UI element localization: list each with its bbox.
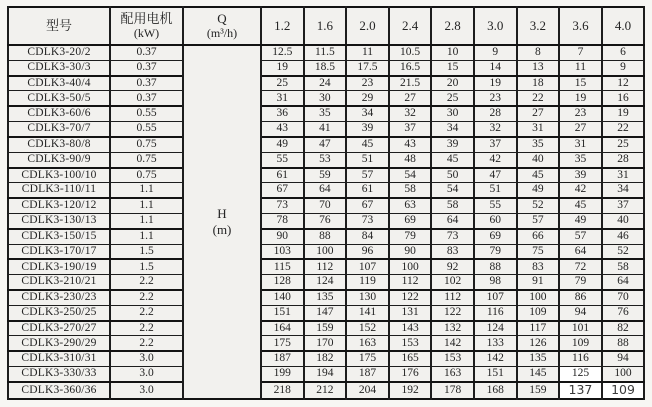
head-value-cell: 19 xyxy=(474,76,517,91)
table-row xyxy=(8,275,644,290)
head-value-cell: 122 xyxy=(431,305,474,320)
head-value-cell: 79 xyxy=(474,244,517,259)
head-value-cell: 192 xyxy=(389,382,432,399)
model-cell: CDLK3-20/2 xyxy=(8,45,110,60)
model-cell: CDLK3-150/15 xyxy=(8,229,110,244)
head-value-cell: 116 xyxy=(559,351,602,366)
head-value-cell: 112 xyxy=(304,259,347,274)
head-value-cell: 88 xyxy=(602,336,645,351)
table-row xyxy=(8,137,644,152)
head-value-cell: 96 xyxy=(346,244,389,259)
head-value-cell: 100 xyxy=(304,244,347,259)
head-value-cell: 47 xyxy=(474,168,517,183)
head-value-cell: 73 xyxy=(261,198,304,213)
model-cell: CDLK3-250/25 xyxy=(8,305,110,320)
table-header-row xyxy=(8,7,644,45)
table-row xyxy=(8,336,644,351)
head-value-cell: 35 xyxy=(559,152,602,167)
head-value-cell: 19 xyxy=(559,91,602,106)
head-value-cell: 119 xyxy=(346,275,389,290)
head-value-cell: 163 xyxy=(346,336,389,351)
head-value-cell: 49 xyxy=(559,213,602,228)
head-label-line1: H xyxy=(217,205,227,221)
table-row xyxy=(8,76,644,91)
head-value-cell: 147 xyxy=(304,305,347,320)
model-cell: CDLK3-290/29 xyxy=(8,336,110,351)
head-value-cell: 152 xyxy=(346,321,389,336)
head-value-cell: 39 xyxy=(431,137,474,152)
head-value-cell: 55 xyxy=(261,152,304,167)
head-value-cell: 67 xyxy=(346,198,389,213)
motor-power-cell: 1.1 xyxy=(110,229,183,244)
head-value-cell: 31 xyxy=(559,137,602,152)
head-value-cell: 59 xyxy=(304,168,347,183)
head-value-cell: 11 xyxy=(346,45,389,60)
head-value-cell: 107 xyxy=(474,290,517,305)
head-value-cell: 37 xyxy=(389,122,432,137)
head-value-cell: 78 xyxy=(261,213,304,228)
head-value-cell: 73 xyxy=(346,213,389,228)
head-value-cell: 30 xyxy=(304,91,347,106)
head-value-cell: 64 xyxy=(559,244,602,259)
head-value-cell: 10 xyxy=(431,45,474,60)
table-row xyxy=(8,244,644,259)
motor-power-cell: 0.37 xyxy=(110,91,183,106)
model-cell: CDLK3-310/31 xyxy=(8,351,110,366)
motor-power-cell: 0.55 xyxy=(110,122,183,137)
model-cell: CDLK3-30/3 xyxy=(8,60,110,75)
motor-power-cell: 0.75 xyxy=(110,168,183,183)
table-row xyxy=(8,122,644,137)
head-value-cell: 22 xyxy=(517,91,560,106)
head-value-cell: 100 xyxy=(517,290,560,305)
head-value-cell: 16.5 xyxy=(389,60,432,75)
head-value-cell: 51 xyxy=(346,152,389,167)
head-value-cell: 32 xyxy=(389,106,432,121)
head-value-cell: 142 xyxy=(474,351,517,366)
head-value-cell: 35 xyxy=(304,106,347,121)
model-cell: CDLK3-100/10 xyxy=(8,168,110,183)
head-value-cell: 52 xyxy=(602,244,645,259)
table-row xyxy=(8,305,644,320)
head-value-cell: 57 xyxy=(346,168,389,183)
head-value-cell: 37 xyxy=(474,137,517,152)
head-value-cell: 25 xyxy=(602,137,645,152)
head-value-cell: 21.5 xyxy=(389,76,432,91)
head-value-cell: 32 xyxy=(474,122,517,137)
head-value-cell: 12 xyxy=(602,76,645,91)
model-cell: CDLK3-70/7 xyxy=(8,122,110,137)
table-row xyxy=(8,91,644,106)
head-value-cell: 9 xyxy=(474,45,517,60)
head-value-cell: 90 xyxy=(389,244,432,259)
head-value-cell: 64 xyxy=(304,183,347,198)
head-label-line2: (m) xyxy=(212,222,232,237)
table-row xyxy=(8,367,644,382)
model-cell: CDLK3-60/6 xyxy=(8,106,110,121)
head-value-cell: 15 xyxy=(431,60,474,75)
motor-power-cell: 2.2 xyxy=(110,336,183,351)
head-value-cell: 61 xyxy=(346,183,389,198)
head-value-cell: 30 xyxy=(431,106,474,121)
motor-power-cell: 1.5 xyxy=(110,259,183,274)
head-value-cell: 28 xyxy=(474,106,517,121)
head-value-cell: 34 xyxy=(346,106,389,121)
head-value-cell: 165 xyxy=(389,351,432,366)
head-value-cell: 19 xyxy=(261,60,304,75)
head-value-cell: 25 xyxy=(431,91,474,106)
head-value-cell: 109 xyxy=(517,305,560,320)
head-value-cell: 164 xyxy=(261,321,304,336)
head-value-cell: 69 xyxy=(389,213,432,228)
model-cell: CDLK3-210/21 xyxy=(8,275,110,290)
header-flow-value-2.8: 2.8 xyxy=(431,7,474,45)
head-value-cell: 163 xyxy=(431,367,474,382)
head-value-cell: 23 xyxy=(346,76,389,91)
head-value-cell: 11 xyxy=(559,60,602,75)
head-value-cell: 107 xyxy=(346,259,389,274)
head-value-cell: 57 xyxy=(559,229,602,244)
head-value-cell: 42 xyxy=(559,183,602,198)
head-value-cell: 27 xyxy=(559,122,602,137)
head-value-cell: 130 xyxy=(346,290,389,305)
header-flow-value-4.0: 4.0 xyxy=(602,7,645,45)
head-value-cell: 126 xyxy=(517,336,560,351)
head-value-cell: 145 xyxy=(517,367,560,382)
table-row xyxy=(8,351,644,366)
head-value-cell: 218 xyxy=(261,382,304,399)
head-value-cell: 124 xyxy=(304,275,347,290)
head-value-cell: 34 xyxy=(431,122,474,137)
motor-power-cell: 0.55 xyxy=(110,106,183,121)
head-value-cell: 115 xyxy=(261,259,304,274)
head-value-cell: 83 xyxy=(431,244,474,259)
head-value-cell: 212 xyxy=(304,382,347,399)
motor-power-cell: 0.37 xyxy=(110,45,183,60)
head-value-cell: 90 xyxy=(261,229,304,244)
head-value-cell: 45 xyxy=(559,198,602,213)
head-value-cell: 31 xyxy=(261,91,304,106)
head-value-cell: 39 xyxy=(346,122,389,137)
motor-power-cell: 2.2 xyxy=(110,290,183,305)
motor-power-cell: 2.2 xyxy=(110,321,183,336)
model-cell: CDLK3-120/12 xyxy=(8,198,110,213)
head-value-cell: 57 xyxy=(517,213,560,228)
head-value-cell: 112 xyxy=(431,290,474,305)
motor-power-cell: 0.75 xyxy=(110,152,183,167)
head-value-cell: 70 xyxy=(602,290,645,305)
head-value-cell: 18 xyxy=(517,76,560,91)
table-row xyxy=(8,45,644,60)
head-value-cell: 153 xyxy=(389,336,432,351)
table-row xyxy=(8,152,644,167)
model-cell: CDLK3-40/4 xyxy=(8,76,110,91)
head-value-cell: 176 xyxy=(389,367,432,382)
head-value-cell: 175 xyxy=(346,351,389,366)
head-value-cell: 122 xyxy=(389,290,432,305)
head-value-cell: 94 xyxy=(559,305,602,320)
head-value-cell: 48 xyxy=(389,152,432,167)
motor-power-cell: 0.37 xyxy=(110,60,183,75)
head-value-cell: 79 xyxy=(559,275,602,290)
head-value-cell: 187 xyxy=(261,351,304,366)
head-value-cell: 8 xyxy=(517,45,560,60)
motor-power-cell: 3.0 xyxy=(110,351,183,366)
head-value-cell: 170 xyxy=(304,336,347,351)
head-value-cell: 178 xyxy=(431,382,474,399)
head-value-cell: 83 xyxy=(517,259,560,274)
head-value-cell: 112 xyxy=(389,275,432,290)
head-value-cell: 140 xyxy=(261,290,304,305)
head-value-cell: 133 xyxy=(474,336,517,351)
head-value-cell: 142 xyxy=(431,336,474,351)
head-value-cell: 187 xyxy=(346,367,389,382)
motor-power-cell: 3.0 xyxy=(110,382,183,399)
head-value-cell: 36 xyxy=(261,106,304,121)
head-value-cell: 60 xyxy=(474,213,517,228)
head-value-cell: 10.5 xyxy=(389,45,432,60)
head-value-cell: 51 xyxy=(474,183,517,198)
head-value-cell: 73 xyxy=(431,229,474,244)
motor-power-cell: 2.2 xyxy=(110,275,183,290)
head-value-cell: 94 xyxy=(602,351,645,366)
head-value-cell: 125 xyxy=(559,367,602,382)
head-value-cell: 58 xyxy=(431,198,474,213)
head-value-cell: 88 xyxy=(304,229,347,244)
head-value-cell: 13 xyxy=(517,60,560,75)
head-value-cell: 116 xyxy=(474,305,517,320)
head-value-cell: 47 xyxy=(304,137,347,152)
head-value-cell: 58 xyxy=(389,183,432,198)
head-value-cell: 12.5 xyxy=(261,45,304,60)
head-value-cell: 151 xyxy=(474,367,517,382)
head-value-cell: 199 xyxy=(261,367,304,382)
head-value-cell: 15 xyxy=(559,76,602,91)
head-value-cell: 132 xyxy=(431,321,474,336)
head-value-cell: 49 xyxy=(261,137,304,152)
model-cell: CDLK3-80/8 xyxy=(8,137,110,152)
model-cell: CDLK3-50/5 xyxy=(8,91,110,106)
head-value-cell: 35 xyxy=(517,137,560,152)
pump-performance-table xyxy=(7,6,645,400)
head-value-cell: 55 xyxy=(474,198,517,213)
head-value-cell: 101 xyxy=(559,321,602,336)
head-value-cell: 137 xyxy=(559,382,602,399)
head-value-cell: 24 xyxy=(304,76,347,91)
head-value-cell: 79 xyxy=(389,229,432,244)
head-value-cell: 69 xyxy=(474,229,517,244)
header-flow-value-3.0: 3.0 xyxy=(474,7,517,45)
header-motor-power-line2: (kW) xyxy=(133,25,160,40)
head-value-cell: 100 xyxy=(602,367,645,382)
model-cell: CDLK3-130/13 xyxy=(8,213,110,228)
head-value-cell: 45 xyxy=(346,137,389,152)
head-value-cell: 41 xyxy=(304,122,347,137)
head-value-cell: 49 xyxy=(517,183,560,198)
head-value-cell: 82 xyxy=(602,321,645,336)
table-row xyxy=(8,321,644,336)
table-row xyxy=(8,183,644,198)
head-value-cell: 46 xyxy=(602,229,645,244)
table-row xyxy=(8,60,644,75)
head-value-cell: 22 xyxy=(602,122,645,137)
head-value-cell: 159 xyxy=(304,321,347,336)
head-value-cell: 168 xyxy=(474,382,517,399)
head-value-cell: 67 xyxy=(261,183,304,198)
head-value-cell: 124 xyxy=(474,321,517,336)
header-flow-value-1.2: 1.2 xyxy=(261,7,304,45)
head-value-cell: 159 xyxy=(517,382,560,399)
head-value-cell: 18.5 xyxy=(304,60,347,75)
header-model: 型号 xyxy=(8,7,110,45)
head-value-cell: 117 xyxy=(517,321,560,336)
header-motor-power-line1: 配用电机 xyxy=(120,10,173,26)
head-value-cell: 52 xyxy=(517,198,560,213)
head-value-cell: 9 xyxy=(602,60,645,75)
head-value-cell: 143 xyxy=(389,321,432,336)
head-value-cell: 70 xyxy=(304,198,347,213)
motor-power-cell: 1.1 xyxy=(110,198,183,213)
head-value-cell: 84 xyxy=(346,229,389,244)
head-value-cell: 128 xyxy=(261,275,304,290)
head-value-cell: 54 xyxy=(431,183,474,198)
model-cell: CDLK3-90/9 xyxy=(8,152,110,167)
head-value-cell: 194 xyxy=(304,367,347,382)
head-value-cell: 61 xyxy=(261,168,304,183)
head-value-cell: 45 xyxy=(431,152,474,167)
head-value-cell: 98 xyxy=(474,275,517,290)
head-value-cell: 31 xyxy=(602,168,645,183)
head-value-cell: 42 xyxy=(474,152,517,167)
head-value-cell: 102 xyxy=(431,275,474,290)
head-value-cell: 103 xyxy=(261,244,304,259)
head-value-cell: 14 xyxy=(474,60,517,75)
header-flow-value-2.4: 2.4 xyxy=(389,7,432,45)
table-row xyxy=(8,168,644,183)
head-value-cell: 88 xyxy=(474,259,517,274)
head-value-cell: 27 xyxy=(517,106,560,121)
head-value-cell: 23 xyxy=(474,91,517,106)
motor-power-cell: 1.1 xyxy=(110,183,183,198)
motor-power-cell: 0.37 xyxy=(110,76,183,91)
model-cell: CDLK3-360/36 xyxy=(8,382,110,399)
head-value-cell: 53 xyxy=(304,152,347,167)
table-row xyxy=(8,213,644,228)
motor-power-cell: 3.0 xyxy=(110,367,183,382)
head-value-cell: 29 xyxy=(346,91,389,106)
header-flow-q-line2: (m³/h) xyxy=(206,25,238,40)
model-cell: CDLK3-110/11 xyxy=(8,183,110,198)
model-cell: CDLK3-190/19 xyxy=(8,259,110,274)
head-value-cell: 28 xyxy=(602,152,645,167)
head-value-cell: 50 xyxy=(431,168,474,183)
head-value-cell: 75 xyxy=(517,244,560,259)
head-value-cell: 43 xyxy=(389,137,432,152)
head-value-cell: 182 xyxy=(304,351,347,366)
head-value-cell: 58 xyxy=(602,259,645,274)
head-value-cell: 91 xyxy=(517,275,560,290)
head-value-cell: 66 xyxy=(517,229,560,244)
head-value-cell: 11.5 xyxy=(304,45,347,60)
head-value-cell: 135 xyxy=(517,351,560,366)
header-flow-value-3.2: 3.2 xyxy=(517,7,560,45)
head-value-cell: 64 xyxy=(431,213,474,228)
head-value-cell: 175 xyxy=(261,336,304,351)
head-value-cell: 100 xyxy=(389,259,432,274)
head-value-cell: 39 xyxy=(559,168,602,183)
head-value-cell: 109 xyxy=(559,336,602,351)
model-cell: CDLK3-330/33 xyxy=(8,367,110,382)
head-value-cell: 86 xyxy=(559,290,602,305)
header-flow-q-line1: Q xyxy=(217,10,227,26)
head-value-cell: 153 xyxy=(431,351,474,366)
table-row xyxy=(8,106,644,121)
motor-power-cell: 1.5 xyxy=(110,244,183,259)
head-value-cell: 31 xyxy=(517,122,560,137)
table-row xyxy=(8,259,644,274)
model-cell: CDLK3-230/23 xyxy=(8,290,110,305)
header-flow-value-2.0: 2.0 xyxy=(346,7,389,45)
head-value-cell: 72 xyxy=(559,259,602,274)
header-flow-value-3.6: 3.6 xyxy=(559,7,602,45)
head-value-cell: 20 xyxy=(431,76,474,91)
motor-power-cell: 0.75 xyxy=(110,137,183,152)
head-value-cell: 45 xyxy=(517,168,560,183)
head-value-cell: 151 xyxy=(261,305,304,320)
head-value-cell: 131 xyxy=(389,305,432,320)
table-row xyxy=(8,382,644,399)
head-value-cell: 141 xyxy=(346,305,389,320)
head-value-cell: 23 xyxy=(559,106,602,121)
head-value-cell: 25 xyxy=(261,76,304,91)
table-row xyxy=(8,290,644,305)
motor-power-cell: 1.1 xyxy=(110,213,183,228)
head-value-cell: 40 xyxy=(602,213,645,228)
head-value-cell: 76 xyxy=(602,305,645,320)
head-value-cell: 109 xyxy=(602,382,645,399)
head-value-cell: 19 xyxy=(602,106,645,121)
header-flow-value-1.6: 1.6 xyxy=(304,7,347,45)
head-value-cell: 17.5 xyxy=(346,60,389,75)
head-value-cell: 6 xyxy=(602,45,645,60)
table-row xyxy=(8,198,644,213)
head-value-cell: 40 xyxy=(517,152,560,167)
motor-power-cell: 2.2 xyxy=(110,305,183,320)
head-value-cell: 64 xyxy=(602,275,645,290)
header-flow-q xyxy=(183,7,261,45)
model-cell: CDLK3-270/27 xyxy=(8,321,110,336)
head-value-cell: 54 xyxy=(389,168,432,183)
head-value-cell: 43 xyxy=(261,122,304,137)
model-cell: CDLK3-170/17 xyxy=(8,244,110,259)
head-value-cell: 135 xyxy=(304,290,347,305)
head-value-cell: 63 xyxy=(389,198,432,213)
head-h-m-merged-cell xyxy=(183,45,261,399)
header-motor-power xyxy=(110,7,183,45)
head-value-cell: 37 xyxy=(602,198,645,213)
head-value-cell: 7 xyxy=(559,45,602,60)
head-value-cell: 34 xyxy=(602,183,645,198)
head-value-cell: 204 xyxy=(346,382,389,399)
head-value-cell: 92 xyxy=(431,259,474,274)
head-value-cell: 16 xyxy=(602,91,645,106)
head-value-cell: 76 xyxy=(304,213,347,228)
table-row xyxy=(8,229,644,244)
head-value-cell: 27 xyxy=(389,91,432,106)
